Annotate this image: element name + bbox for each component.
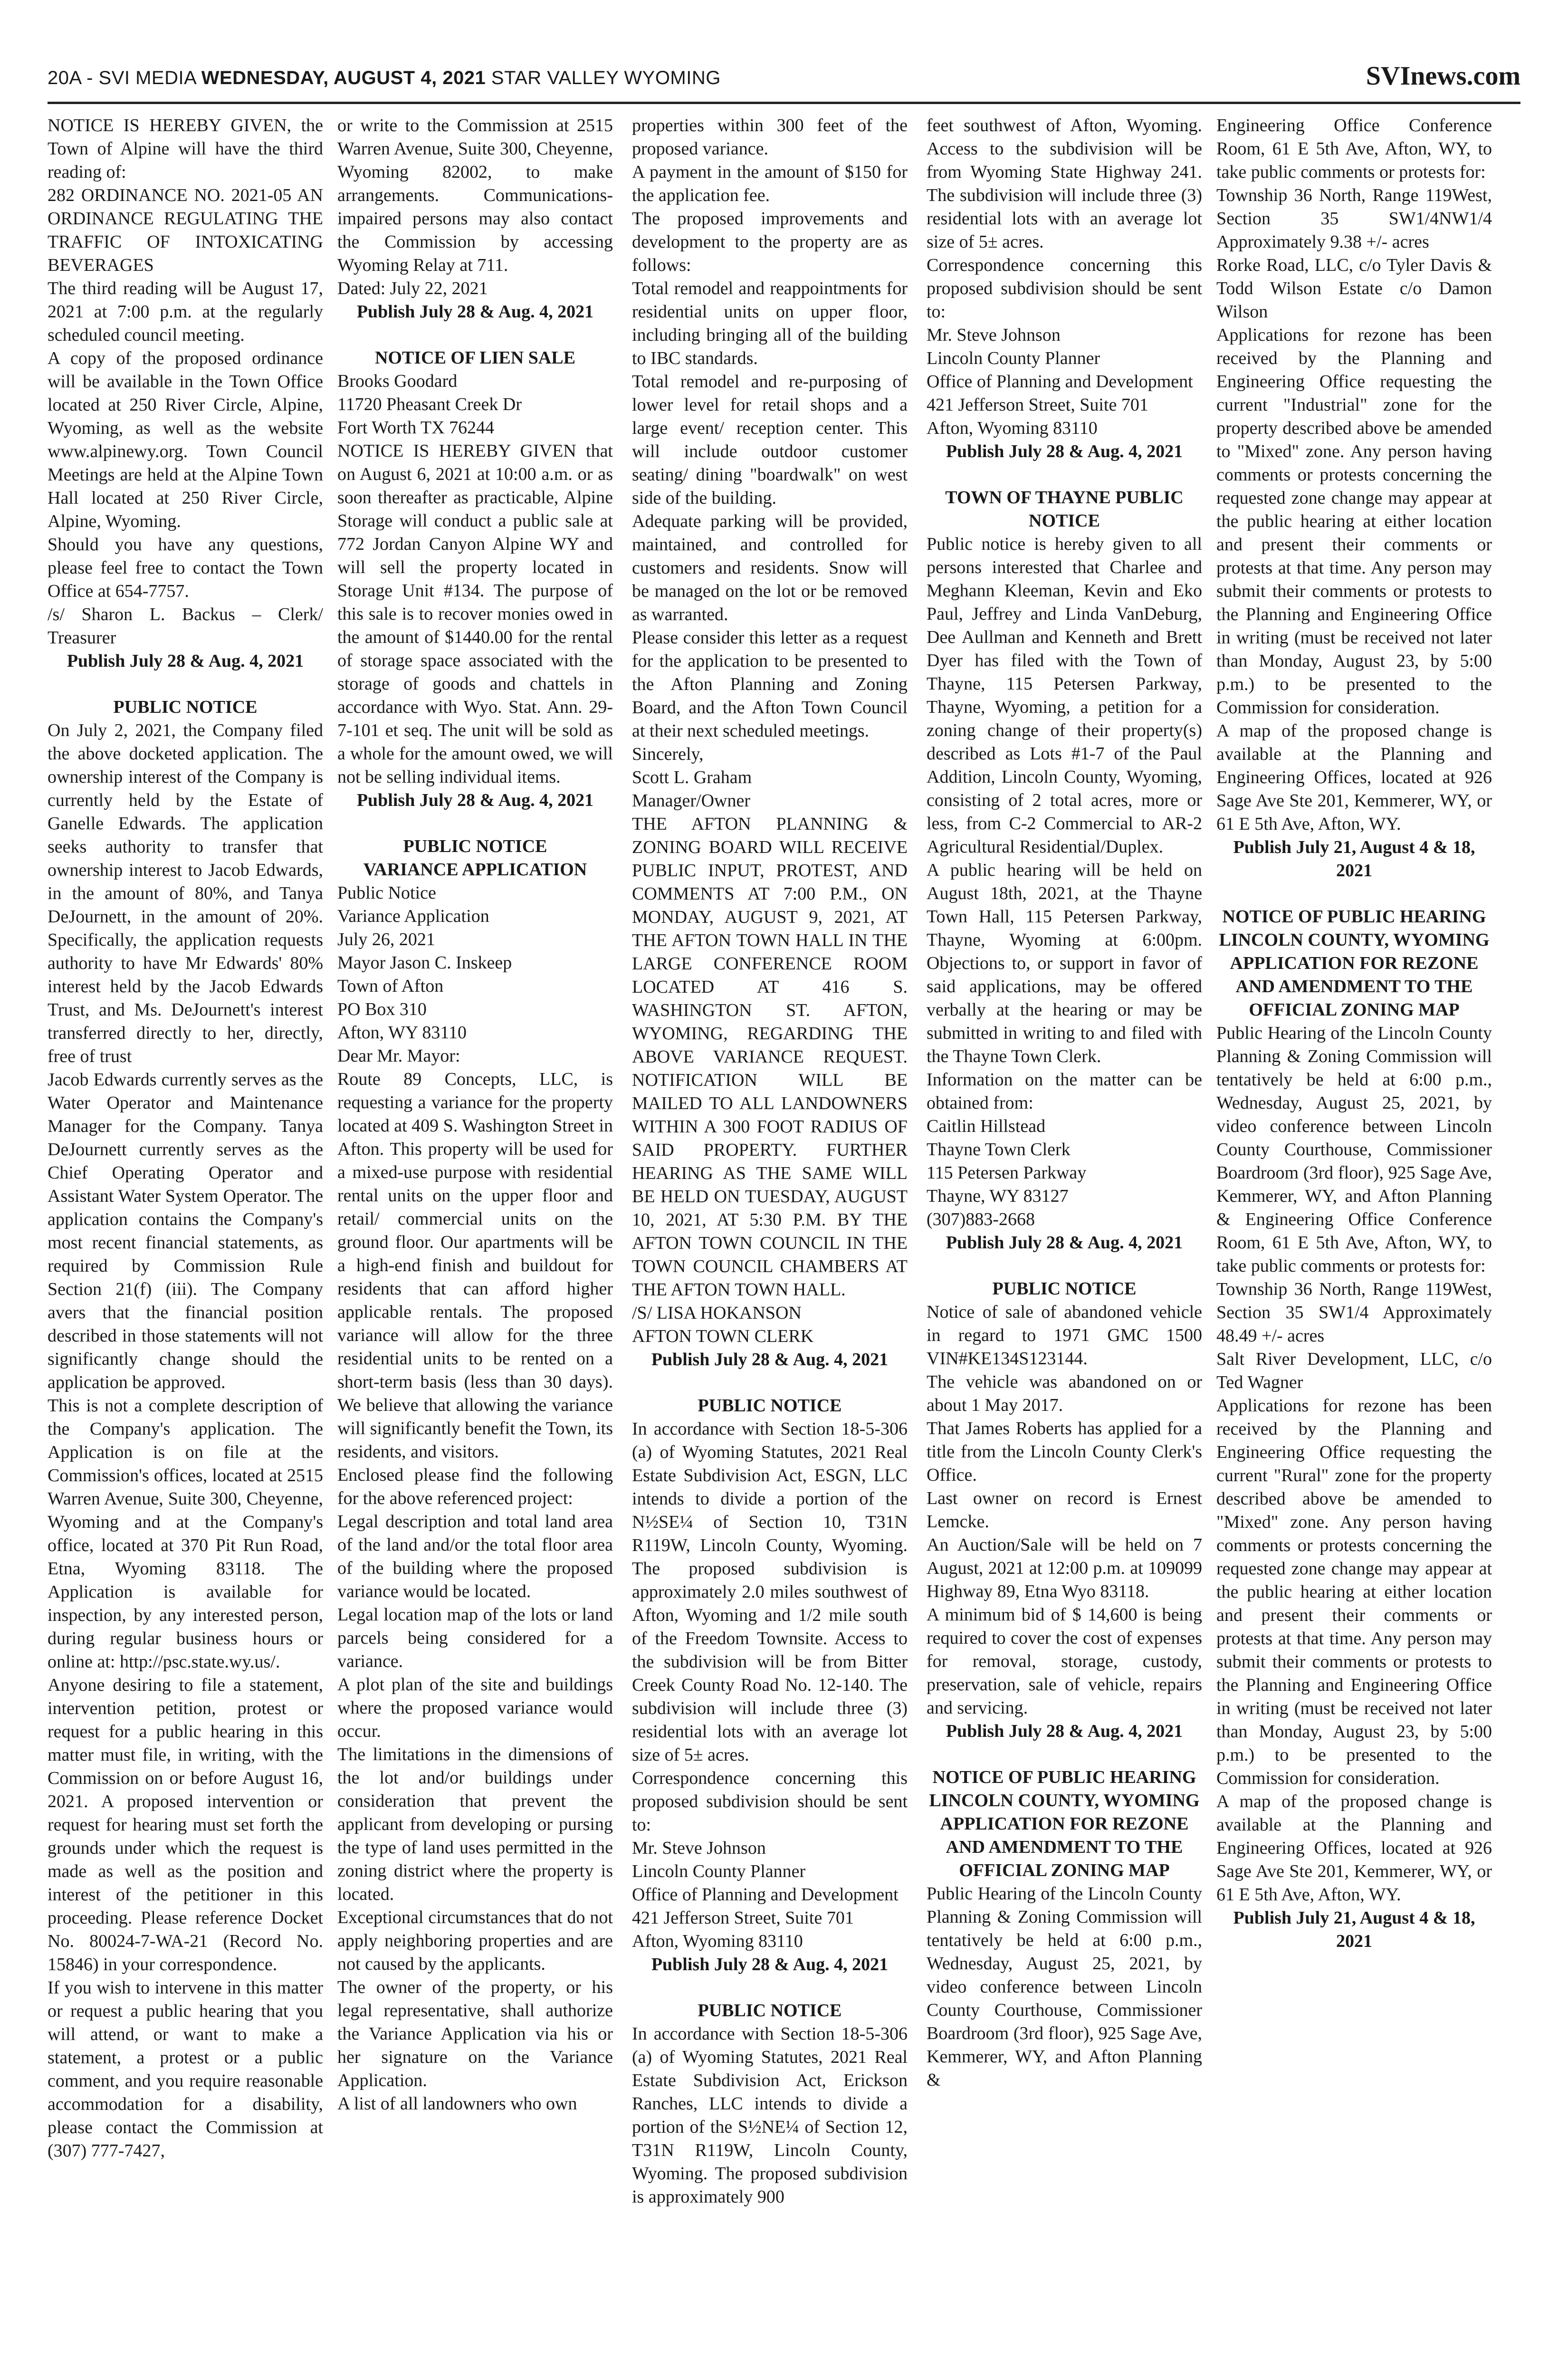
publish-line: Publish July 28 & Aug. 4, 2021 [946, 441, 1183, 461]
header-location: STAR VALLEY WYOMING [486, 67, 721, 88]
notice-heading: NOTICE OF PUBLIC HEARING LINCOLN COUNTY, WYOMING APPLICATION FOR REZONE AND AMENDMENT TO THE OFFICIAL ZONING MAP [1219, 907, 1490, 1020]
header-rule [48, 102, 1520, 104]
notice-paragraph: NOTICE IS HEREBY GIVEN, the Town of Alpine will have the third reading of: [48, 115, 323, 182]
notice-paragraph: /S/ LISA HOKANSON [632, 1303, 802, 1323]
notice-spacer [927, 463, 1202, 486]
notice-paragraph: The third reading will be August 17, 2021 at 7:00 p.m. at the regularly scheduled council meeting. [48, 278, 323, 345]
notice-spacer [927, 1743, 1202, 1766]
notice-paragraph: Manager/Owner [632, 791, 751, 811]
notice-paragraph: Route 89 Concepts, LLC, is requesting a variance for the property located at 409 S. Washington Street in Afton. This property will be used for a mixed-use purpose with residential rental units on the upper floor and retail/ commercial units on the ground floor. Our apartments will be a high-end finish and buildout for residents that can afford higher applicable rentals. The proposed variance will allow for the three residential units to be rented on a short-term basis (less than 30 days). We believe that allowing the variance will significantly benefit the Town, its residents, and visitors. [337, 1069, 613, 1462]
notice-paragraph: A map of the proposed change is available at the Planning and Engineering Offices, located at 926 Sage Ave Ste 201, Kemmerer, WY, or 61 E 5th Ave, Afton, WY. [1216, 721, 1492, 834]
notice-heading: TOWN OF THAYNE PUBLIC NOTICE [945, 488, 1184, 531]
notice-paragraph: Please consider this letter as a request for the application to be presented to the Afton Planning and Zoning Board, and the Afton Town Council at their next scheduled meetings. [632, 628, 908, 741]
notice-paragraph: Salt River Development, LLC, c/o Ted Wagner [1216, 1349, 1492, 1392]
notice-paragraph: Office of Planning and Development [927, 372, 1193, 392]
notice-paragraph: 421 Jefferson Street, Suite 701 [632, 1908, 854, 1928]
page-header [48, 61, 1520, 99]
notice-paragraph: (307)883-2668 [927, 1209, 1035, 1229]
publish-line: Publish July 28 & Aug. 4, 2021 [356, 790, 594, 810]
notice-spacer [632, 1371, 908, 1394]
notice-paragraph: Total remodel and reappointments for residential units on upper floor, including bringing all of the building to IBC standards. [632, 278, 908, 368]
notice-spacer [632, 1976, 908, 1999]
notice-paragraph: feet southwest of Afton, Wyoming. Access to the subdivision will be from Wyoming State Highway 241. The subdivision will include three (3) residential lots with an average lot size of 5± acres. [927, 115, 1202, 252]
notice-paragraph: Enclosed please find the following for the above referenced project: [337, 1465, 613, 1508]
notice-paragraph: A map of the proposed change is available at the Planning and Engineering Offices, located at 926 Sage Ave Ste 201, Kemmerer, WY, or 61 E 5th Ave, Afton, WY. [1216, 1792, 1492, 1905]
notice-paragraph: Legal description and total land area of the land and/or the total floor area of the building where the proposed variance would be located. [337, 1512, 613, 1601]
notice-paragraph: The vehicle was abandoned on or about 1 May 2017. [927, 1372, 1202, 1415]
notice-heading: PUBLIC NOTICE [403, 836, 547, 856]
notice-paragraph: A payment in the amount of $150 for the application fee. [632, 162, 908, 205]
notice-spacer [1216, 882, 1492, 905]
notice-paragraph: Exceptional circumstances that do not apply neighboring properties and are not caused by the applicants. [337, 1907, 613, 1974]
notice-paragraph: If you wish to intervene in this matter or request a public hearing that you will attend, or want to make a statement, a protest or a public comment, and you require reasonable accommodation for a disability, please contact the Commission at (307) 777-7427, [48, 1978, 323, 2161]
notice-paragraph: Scott L. Graham [632, 767, 752, 787]
header-page: 20A - SVI MEDIA [48, 67, 201, 88]
notice-paragraph: NOTICE IS HEREBY GIVEN that on August 6, 2021 at 10:00 a.m. or as soon thereafter as practicable, Alpine Storage will conduct a public sale at 772 Jordan Canyon Alpine WY and will sell the property located in Storage Unit #134. The purpose of this sale is to recover monies owed in the amount of $1440.00 for the rental of storage space associated with the storage of goods and chattels in accordance with Wyo. Stat. Ann. 29-7-101 et seq. The unit will be sold as a whole for the amount owed, we will not be selling individual items. [337, 441, 613, 787]
notice-paragraph: A list of all landowners who own [337, 2094, 577, 2114]
notice-spacer [337, 812, 613, 835]
notice-paragraph: Mr. Steve Johnson [632, 1838, 766, 1858]
notice-paragraph: Engineering Office Conference Room, 61 E 5th Ave, Afton, WY, to take public comments or protests for: [1216, 115, 1492, 182]
publish-line: Publish July 28 & Aug. 4, 2021 [67, 651, 304, 671]
notice-paragraph: Fort Worth TX 76244 [337, 418, 495, 438]
notice-paragraph: Variance Application [337, 906, 489, 926]
notice-paragraph: Correspondence concerning this proposed subdivision should be sent to: [927, 255, 1202, 322]
notice-paragraph: Rorke Road, LLC, c/o Tyler Davis & Todd Wilson Estate c/o Damon Wilson [1216, 255, 1492, 322]
notice-paragraph: July 26, 2021 [337, 929, 435, 949]
column-1 [48, 114, 323, 2376]
notice-paragraph: This is not a complete description of the Company's application. The Application is on file at the Commission's offices, located at 2515 Warren Avenue, Suite 300, Cheyenne, Wyoming and at the Company's office, located at 370 Pit Run Road, Etna, Wyoming 83118. The Application is available for inspection, by any interested person, during regular business hours or online at: http://psc.state.wy.us/. [48, 1396, 323, 1672]
notice-paragraph: Public Notice [337, 883, 436, 903]
notice-paragraph: Afton, Wyoming 83110 [632, 1931, 803, 1951]
notice-heading: PUBLIC NOTICE [698, 1396, 842, 1416]
notice-paragraph: Mayor Jason C. Inskeep [337, 953, 512, 973]
notice-heading: VARIANCE APPLICATION [363, 860, 587, 880]
column-5 [1216, 114, 1492, 2376]
publish-line: Publish July 21, August 4 & 18, 2021 [1233, 837, 1475, 881]
notice-paragraph: Lincoln County Planner [927, 348, 1100, 368]
notice-paragraph: Public Hearing of the Lincoln County Planning & Zoning Commission will tentatively be held at 6:00 p.m., Wednesday, August 25, 2021, by video conference between Lincoln County Courthouse, Commissioner Boardroom (3rd floor), 925 Sage Ave, Kemmerer, WY, and Afton Planning & Engineering Office Conference Room, 61 E 5th Ave, Afton, WY, to take public comments or protests for: [1216, 1023, 1492, 1276]
notice-paragraph: Adequate parking will be provided, maintained, and controlled for customers and residents. Snow will be managed on the lot or be removed as warranted. [632, 511, 908, 624]
notice-paragraph: Should you have any questions, please feel free to contact the Town Office at 654-7757. [48, 535, 323, 601]
notice-paragraph: A public hearing will be held on August 18th, 2021, at the Thayne Town Hall, 115 Petersen Parkway, Thayne, Wyoming at 6:00pm. Objections to, or support in favor of said applications, may be offered verbally at the hearing or may be submitted in writing to and filed with the Thayne Town Clerk. [927, 860, 1202, 1066]
column-3 [632, 114, 908, 2376]
notice-paragraph: Applications for rezone has been received by the Planning and Engineering Office requesting the current "Industrial" zone for the property described above be amended to "Mixed" zone. Any person having comments or protests concerning the requested zone change may appear at the public hearing at either location and present their comments or protests at that time. Any person may submit their comments or protests to the Planning and Engineering Office in writing (must be received not later than Monday, August 23, by 5:00 p.m.) to be presented to the Commission for consideration. [1216, 325, 1492, 718]
notice-paragraph: Applications for rezone has been received by the Planning and Engineering Office requesting the current "Rural" zone for the property described above be amended to "Mixed" zone. Any person having comments or protests concerning the requested zone change may appear at the public hearing at either location and present their comments or protests at that time. Any person may submit their comments or protests to the Planning and Engineering Office in writing (must be received not later than Monday, August 23, by 5:00 p.m.) to be presented to the Commission for consideration. [1216, 1396, 1492, 1788]
notice-paragraph: Afton, WY 83110 [337, 1023, 467, 1043]
notice-heading: PUBLIC NOTICE [698, 2001, 842, 2021]
notice-spacer [337, 324, 613, 346]
column-2 [337, 114, 613, 2376]
notice-paragraph: The limitations in the dimensions of the lot and/or buildings under consideration that prevent the applicant from developing or pursing the type of land uses permitted in the zoning district where the property is located. [337, 1744, 613, 1904]
notice-paragraph: A minimum bid of $ 14,600 is being required to cover the cost of expenses for removal, storage, custody, preservation, sale of vehicle, repairs and servicing. [927, 1605, 1202, 1718]
notice-heading: NOTICE OF LIEN SALE [375, 348, 575, 368]
notice-paragraph: 11720 Pheasant Creek Dr [337, 394, 522, 414]
notice-paragraph: Lincoln County Planner [632, 1861, 806, 1881]
notice-paragraph: An Auction/Sale will be held on 7 August, 2021 at 12:00 p.m. at 109099 Highway 89, Etna Wyo 83118. [927, 1535, 1202, 1601]
notice-spacer [927, 1255, 1202, 1277]
notice-paragraph: /s/ Sharon L. Backus – Clerk/ Treasurer [48, 604, 323, 648]
notice-paragraph: Anyone desiring to file a statement, intervention petition, protest or request for a public hearing in this matter must file, in writing, with the Commission on or before August 16, 2021. A proposed intervention or request for hearing must set forth the grounds under which the request is made as well as the position and interest of the petitioner in this proceeding. Please reference Docket No. 80024-7-WA-21 (Record No. 15846) in your correspondence. [48, 1675, 323, 1974]
publish-line: Publish July 28 & Aug. 4, 2021 [356, 302, 594, 322]
notice-paragraph: Dear Mr. Mayor: [337, 1046, 460, 1066]
column-4 [927, 114, 1202, 2376]
notice-paragraph: Jacob Edwards currently serves as the Water Operator and Maintenance Manager for the Company. Tanya DeJournett currently serves as the Chief Operating Operator and Assistant Water System Operator. The application contains the Company's most recent financial statements, as required by Commission Rule Section 21(f) (iii). The Company avers that the financial position described in those statements will not significantly change should the application be approved. [48, 1070, 323, 1392]
notice-paragraph: Town of Afton [337, 976, 444, 996]
notice-heading: PUBLIC NOTICE [113, 697, 258, 717]
publish-line: Publish July 28 & Aug. 4, 2021 [651, 1954, 889, 1974]
notice-paragraph: or write to the Commission at 2515 Warren Avenue, Suite 300, Cheyenne, Wyoming 82002, to make arrangements. Communications-impaired persons may also contact the Commission by accessing Wyoming Relay at 711. [337, 115, 613, 275]
notice-paragraph: AFTON TOWN CLERK [632, 1326, 814, 1346]
notice-paragraph: Dated: July 22, 2021 [337, 278, 488, 298]
notice-spacer [48, 673, 323, 696]
notice-paragraph: Thayne, WY 83127 [927, 1186, 1069, 1206]
header-site[interactable]: SVInews.com [1366, 61, 1520, 91]
notice-heading: PUBLIC NOTICE [992, 1279, 1137, 1299]
notice-paragraph: Thayne Town Clerk [927, 1140, 1071, 1159]
notice-paragraph: 115 Petersen Parkway [927, 1163, 1087, 1183]
notice-paragraph: properties within 300 feet of the proposed variance. [632, 115, 908, 159]
notice-heading: NOTICE OF PUBLIC HEARING LINCOLN COUNTY, WYOMING APPLICATION FOR REZONE AND AMENDMENT TO THE OFFICIAL ZONING MAP [929, 1767, 1200, 1880]
notice-paragraph: Legal location map of the lots or land parcels being considered for a variance. [337, 1605, 613, 1671]
notice-paragraph: Mr. Steve Johnson [927, 325, 1061, 345]
notice-paragraph: A plot plan of the site and buildings where the proposed variance would occur. [337, 1675, 613, 1741]
publish-line: Publish July 21, August 4 & 18, 2021 [1233, 1908, 1475, 1951]
notice-paragraph: Last owner on record is Ernest Lemcke. [927, 1488, 1202, 1532]
publish-line: Publish July 28 & Aug. 4, 2021 [946, 1233, 1183, 1253]
notice-paragraph: Sincerely, [632, 744, 704, 764]
notice-paragraph: On July 2, 2021, the Company filed the above docketed application. The ownership interest of the Company is currently held by the Estate of Ganelle Edwards. The application seeks authority to transfer that ownership interest to Jacob Edwards, in the amount of 80%, and Tanya DeJournett, in the amount of 20%. Specifically, the application requests authority to have Mr Edwards' 80% interest held by the Jacob Edwards Trust, and Ms. DeJournett's interest transferred directly to her, directly, free of trust [48, 720, 323, 1066]
header-date: WEDNESDAY, AUGUST 4, 2021 [201, 67, 486, 88]
notice-paragraph: In accordance with Section 18-5-306 (a) of Wyoming Statutes, 2021 Real Estate Subdivision Act, Erickson Ranches, LLC intends to divide a portion of the S½NE¼ of Section 12, T31N R119W, Lincoln County, Wyoming. The proposed subdivision is approximately 900 [632, 2024, 908, 2207]
notice-paragraph: The proposed improvements and development to the property are as follows: [632, 209, 908, 275]
notice-paragraph: In accordance with Section 18-5-306 (a) of Wyoming Statutes, 2021 Real Estate Subdivision Act, ESGN, LLC intends to divide a portion of the N½SE¼ of Section 10, T31N R119W, Lincoln County, Wyoming. The proposed subdivision is approximately 2.0 miles southwest of Afton, Wyoming and 1/2 mile south of the Freedom Townsite. Access to the subdivision will be from Bitter Creek County Road No. 12-140. The subdivision will include three (3) residential lots with an average lot size of 5± acres. [632, 1419, 908, 1765]
notice-paragraph: 282 ORDINANCE NO. 2021-05 AN ORDINANCE REGULATING THE TRAFFIC OF INTOXICATING BEVERAGES [48, 185, 323, 275]
notice-paragraph: THE AFTON PLANNING & ZONING BOARD WILL RECEIVE PUBLIC INPUT, PROTEST, AND COMMENTS AT 7:00 P.M., ON MONDAY, AUGUST 9, 2021, AT THE AFTON TOWN HALL IN THE LARGE CONFERENCE ROOM LOCATED AT 416 S. WASHINGTON ST. AFTON, WYOMING, REGARDING THE ABOVE VARIANCE REQUEST. NOTIFICATION WILL BE MAILED TO ALL LANDOWNERS WITHIN A 300 FOOT RADIUS OF SAID PROPERTY. FURTHER HEARING AS THE SAME WILL BE HELD ON TUESDAY, AUGUST 10, 2021, AT 5:30 P.M. BY THE AFTON TOWN COUNCIL IN THE TOWN COUNCIL CHAMBERS AT THE AFTON TOWN HALL. [632, 814, 908, 1300]
publish-line: Publish July 28 & Aug. 4, 2021 [651, 1350, 889, 1370]
notice-paragraph: Caitlin Hillstead [927, 1116, 1046, 1136]
notice-paragraph: Office of Planning and Development [632, 1885, 899, 1905]
notice-paragraph: Afton, Wyoming 83110 [927, 418, 1098, 438]
notice-paragraph: Total remodel and re-purposing of lower level for retail shops and a large event/ reception center. This will include outdoor customer seating/ dining "boardwalk" on west side of the building. [632, 372, 908, 508]
notice-paragraph: Correspondence concerning this proposed subdivision should be sent to: [632, 1768, 908, 1835]
notice-paragraph: 421 Jefferson Street, Suite 701 [927, 395, 1148, 415]
notice-paragraph: A copy of the proposed ordinance will be available in the Town Office located at 250 River Circle, Alpine, Wyoming, as well as the website www.alpinewy.org. Town Council Meetings are held at the Alpine Town Hall located at 250 River Circle, Alpine, Wyoming. [48, 348, 323, 531]
notice-paragraph: Information on the matter can be obtained from: [927, 1070, 1202, 1113]
notice-paragraph: Township 36 North, Range 119West, Section 35 SW1/4 Approximately 48.49 +/- acres [1216, 1279, 1492, 1346]
notice-paragraph: Brooks Goodard [337, 371, 458, 391]
notice-paragraph: Notice of sale of abandoned vehicle in regard to 1971 GMC 1500 VIN#KE134S123144. [927, 1302, 1202, 1369]
notice-paragraph: Public notice is hereby given to all persons interested that Charlee and Meghann Kleeman, Kevin and Eko Paul, Jeffrey and Linda VanDeburg, Dee Aullman and Kenneth and Brett Dyer has filed with the Town of Thayne, 115 Petersen Parkway, Thayne, Wyoming, a petition for a zoning change of their property(s) described as Lots #1-7 of the Paul Addition, Lincoln County, Wyoming, consisting of 2 total acres, more or less, from C-2 Commercial to AR-2 Agricultural Residential/Duplex. [927, 534, 1202, 857]
publish-line: Publish July 28 & Aug. 4, 2021 [946, 1721, 1183, 1741]
notice-paragraph: PO Box 310 [337, 999, 427, 1019]
notice-paragraph: Public Hearing of the Lincoln County Planning & Zoning Commission will tentatively be held at 6:00 p.m., Wednesday, August 25, 2021, by video conference between Lincoln County Courthouse, Commissioner Boardroom (3rd floor), 925 Sage Ave, Kemmerer, WY, and Afton Planning & [927, 1884, 1202, 2090]
notice-paragraph: That James Roberts has applied for a title from the Lincoln County Clerk's Office. [927, 1418, 1202, 1485]
notice-paragraph: Township 36 North, Range 119West, Section 35 SW1/4NW1/4 Approximately 9.38 +/- acres [1216, 185, 1492, 252]
notice-paragraph: The owner of the property, or his legal representative, shall authorize the Variance Application via his or her signature on the Variance Application. [337, 1977, 613, 2090]
header-dateline [48, 67, 721, 89]
